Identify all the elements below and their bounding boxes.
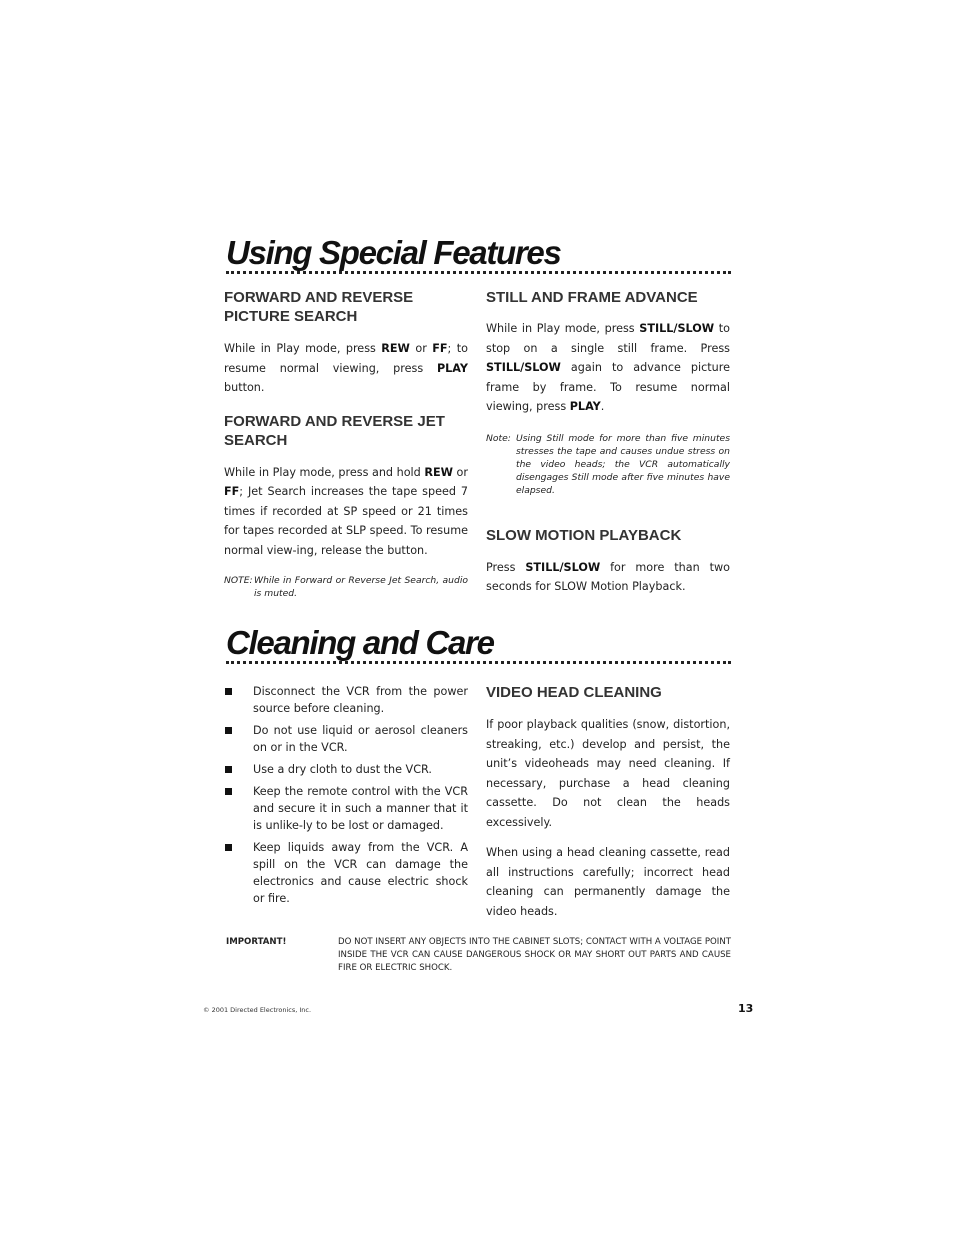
square-bullet-icon <box>225 688 232 695</box>
note-lead: Note: <box>486 432 511 444</box>
copyright: © 2001 Directed Electronics, Inc. <box>203 1006 312 1014</box>
section-title-cleaning-care: Cleaning and Care <box>226 624 494 661</box>
cleaning-bullet-list <box>224 683 468 912</box>
bold-term: STILL/SLOW <box>486 361 561 374</box>
important-label: IMPORTANT! <box>226 937 287 947</box>
list-item: Keep the remote control with the VCR and secure it in such a manner that it is unlike-ly to be lost or damaged. <box>224 783 468 834</box>
list-item: Use a dry cloth to dust the VCR. <box>224 761 468 778</box>
paragraph-picture-search: While in Play mode, press REW or FF; to resume normal viewing, press PLAY button. <box>224 342 468 394</box>
note-lead: NOTE: <box>224 575 253 586</box>
square-bullet-icon <box>225 844 232 851</box>
heading-video-head-cleaning: VIDEO HEAD CLEANING <box>486 684 662 701</box>
bold-term: STILL/SLOW <box>639 322 715 335</box>
dotted-rule <box>226 271 731 274</box>
dotted-rule <box>226 661 731 664</box>
note-body: While in Forward or Reverse Jet Search, audio is muted. <box>254 575 468 599</box>
bold-term: FF <box>224 485 240 498</box>
page-number: 13 <box>738 1002 754 1015</box>
note-jet-search <box>224 574 468 600</box>
paragraph-head-cleaning-1: If poor playback qualities (snow, distortion, streaking, etc.) develop and persist, the unit’s videoheads may need cleaning. If necessary, purchase a head cleaning cassette. Do not clean the heads excessively. <box>486 718 730 829</box>
bold-term: REW <box>424 465 453 479</box>
bold-term: PLAY <box>569 400 601 413</box>
section-title-special-features: Using Special Features <box>226 234 561 271</box>
bold-term: PLAY <box>436 361 468 375</box>
important-text: DO NOT INSERT ANY OBJECTS INTO THE CABINET SLOTS; CONTACT WITH A VOLTAGE POINT INSIDE THE VCR CAN CAUSE DANGEROUS SHOCK OR MAY SHORT OUT PARTS AND CAUSE FIRE OR ELECTRIC SHOCK. <box>338 937 731 973</box>
square-bullet-icon <box>225 727 232 734</box>
special-features-left-column <box>224 288 468 600</box>
important-warning <box>226 936 731 975</box>
heading-jet-search: FORWARD AND REVERSE JET SEARCH <box>224 412 445 449</box>
heading-still-frame: STILL AND FRAME ADVANCE <box>486 289 698 306</box>
list-item: Keep liquids away from the VCR. A spill on the VCR can damage the electronics and cause electric shock or fire. <box>224 839 468 907</box>
bold-term: STILL/SLOW <box>525 560 601 574</box>
note-still-mode <box>486 432 730 497</box>
heading-slow-motion: SLOW MOTION PLAYBACK <box>486 526 682 544</box>
list-item: Do not use liquid or aerosol cleaners on or in the VCR. <box>224 722 468 756</box>
bold-term: FF <box>432 342 448 355</box>
heading-picture-search: FORWARD AND REVERSE PICTURE SEARCH <box>224 289 414 325</box>
paragraph-slow-motion: Press STILL/SLOW for more than two seconds for SLOW Motion Playback. <box>486 560 730 593</box>
note-body: Using Still mode for more than five minutes stresses the tape and causes undue stress on the video heads; the VCR automatically disengages Still mode after five minutes have elapsed. <box>516 432 730 496</box>
paragraph-still-frame: While in Play mode, press STILL/SLOW to stop on a single still frame. Press STILL/SLOW again to advance picture frame by frame. To resume normal viewing, press PLAY. <box>486 322 730 413</box>
special-features-right-column <box>486 288 730 597</box>
paragraph-head-cleaning-2: When using a head cleaning cassette, read all instructions carefully; incorrect head cleaning can permanently damage the video heads. <box>486 846 730 918</box>
bold-term: REW <box>381 342 410 355</box>
list-item: Disconnect the VCR from the power source before cleaning. <box>224 683 468 717</box>
paragraph-jet-search: While in Play mode, press and hold REW or FF; Jet Search increases the tape speed 7 times if recorded at SP speed or 21 times for tapes recorded at SLP speed. To resume normal view-ing, release the button. <box>224 465 468 557</box>
square-bullet-icon <box>225 788 232 795</box>
cleaning-right-column <box>486 683 730 921</box>
square-bullet-icon <box>225 766 232 773</box>
